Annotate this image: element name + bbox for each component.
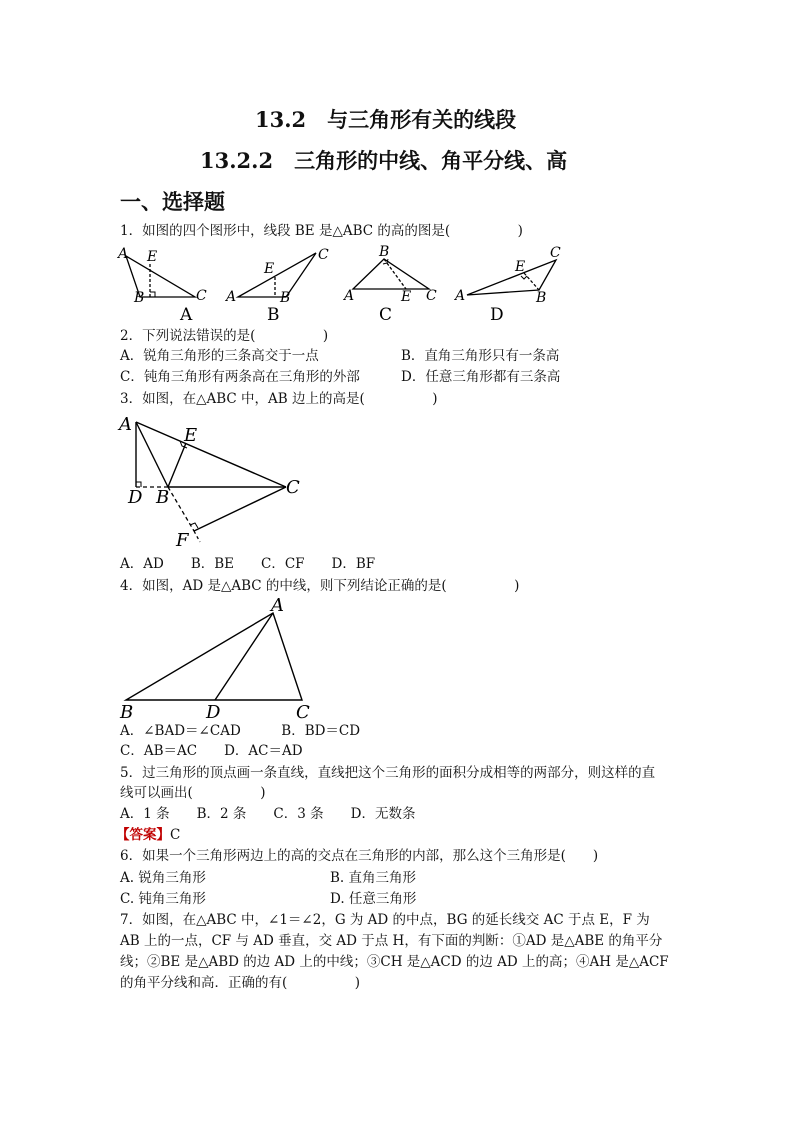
q1b-label-c: C	[318, 247, 329, 263]
q3-label-c: C	[286, 477, 300, 498]
q1-figure-a	[116, 244, 216, 326]
q1c-label-b: B	[379, 244, 390, 260]
q1b-label-e: E	[264, 261, 275, 277]
section-heading: 一、选择题	[120, 189, 225, 214]
question-6-option-a: A. 锐角三角形	[120, 870, 206, 886]
q1b-label-a: A	[226, 289, 237, 305]
q1c-label-e: E	[401, 289, 412, 305]
q1c-label-a: A	[344, 288, 355, 304]
q3-figure	[116, 410, 316, 555]
question-2-option-b: B．直角三角形只有一条高	[401, 348, 560, 364]
question-7-line2: AB 上的一点，CF 与 AD 垂直，交 AD 于点 H，有下面的判断：①AD 是△ABE 的角平分	[120, 933, 663, 949]
q1a-label-a: A	[118, 246, 129, 262]
question-6-option-b: B. 直角三角形	[330, 870, 417, 886]
answer-value: C	[170, 827, 181, 843]
question-4-options-ab: A．∠BAD＝∠CAD B．BD＝CD	[120, 723, 361, 739]
q4-label-c: C	[296, 702, 310, 723]
question-7-line3: 线；②BE 是△ABD 的边 AD 上的中线；③CH 是△ACD 的边 AD 上的高；④AH 是△ACF	[120, 954, 669, 970]
question-7-line1: 7．如图，在△ABC 中，∠1＝∠2，G 为 AD 的中点，BG 的延长线交 AC 于点 E，F 为	[120, 912, 650, 928]
question-6-option-c: C. 钝角三角形	[120, 891, 206, 907]
q1d-label-c: C	[550, 245, 561, 261]
question-5-answer	[116, 826, 180, 844]
q4-label-a: A	[271, 595, 284, 616]
question-7-line4: 的角平分线和高．正确的有( )	[120, 975, 361, 991]
q1c-caption: C	[379, 305, 393, 325]
q1a-label-c: C	[196, 288, 207, 304]
chapter-title: 13.2 与三角形有关的线段	[255, 107, 517, 132]
question-3-options: A．AD B．BE C．CF D．BF	[120, 556, 376, 572]
question-1-stem: 1．如图的四个图形中，线段 BE 是△ABC 的高的图是( )	[120, 223, 523, 239]
q1d-label-e: E	[515, 259, 526, 275]
q3-label-e: E	[184, 425, 198, 446]
q1d-caption: D	[490, 305, 504, 325]
question-5-stem-line1: 5．过三角形的顶点画一条直线，直线把这个三角形的面积分成相等的两部分，则这样的直	[120, 765, 656, 781]
q3-label-d: D	[128, 487, 143, 508]
section-title: 13.2.2 三角形的中线、角平分线、高	[200, 148, 568, 173]
q1d-label-b: B	[536, 290, 547, 306]
question-3-stem: 3．如图，在△ABC 中，AB 边上的高是( )	[120, 391, 438, 407]
q4-label-d: D	[206, 702, 221, 723]
q1a-label-e: E	[147, 249, 158, 265]
question-4-options-cd: C．AB＝AC D．AC＝AD	[120, 743, 303, 759]
question-2-option-d: D．任意三角形都有三条高	[401, 369, 561, 385]
question-5-stem-line2: 线可以画出( )	[120, 785, 266, 801]
q3-label-f: F	[176, 530, 189, 551]
question-6-stem: 6．如果一个三角形两边上的高的交点在三角形的内部，那么这个三角形是( )	[120, 848, 599, 864]
answer-label: 【答案】	[116, 827, 170, 843]
q3-label-a: A	[119, 414, 132, 435]
question-6-option-d: D. 任意三角形	[330, 891, 417, 907]
question-2-stem: 2．下列说法错误的是( )	[120, 328, 329, 344]
q1d-label-a: A	[455, 288, 466, 304]
q4-label-b: B	[120, 702, 134, 723]
q1a-caption: A	[180, 305, 193, 325]
question-2-option-c: C．钝角三角形有两条高在三角形的外部	[120, 369, 360, 385]
q1c-label-c: C	[426, 288, 437, 304]
q1b-label-b: B	[280, 290, 291, 306]
question-2-option-a: A．锐角三角形的三条高交于一点	[120, 348, 319, 364]
q1-figure-d	[452, 244, 572, 326]
question-4-stem: 4．如图，AD 是△ABC 的中线，则下列结论正确的是( )	[120, 578, 520, 594]
q1-figure-b	[224, 244, 339, 326]
q1b-caption: B	[267, 305, 280, 325]
question-5-options: A．1 条 B．2 条 C．3 条 D．无数条	[120, 806, 416, 822]
q3-label-b: B	[156, 487, 170, 508]
q1a-label-b: B	[134, 290, 145, 306]
q1-figure-c	[341, 244, 446, 326]
q4-figure	[116, 595, 326, 725]
